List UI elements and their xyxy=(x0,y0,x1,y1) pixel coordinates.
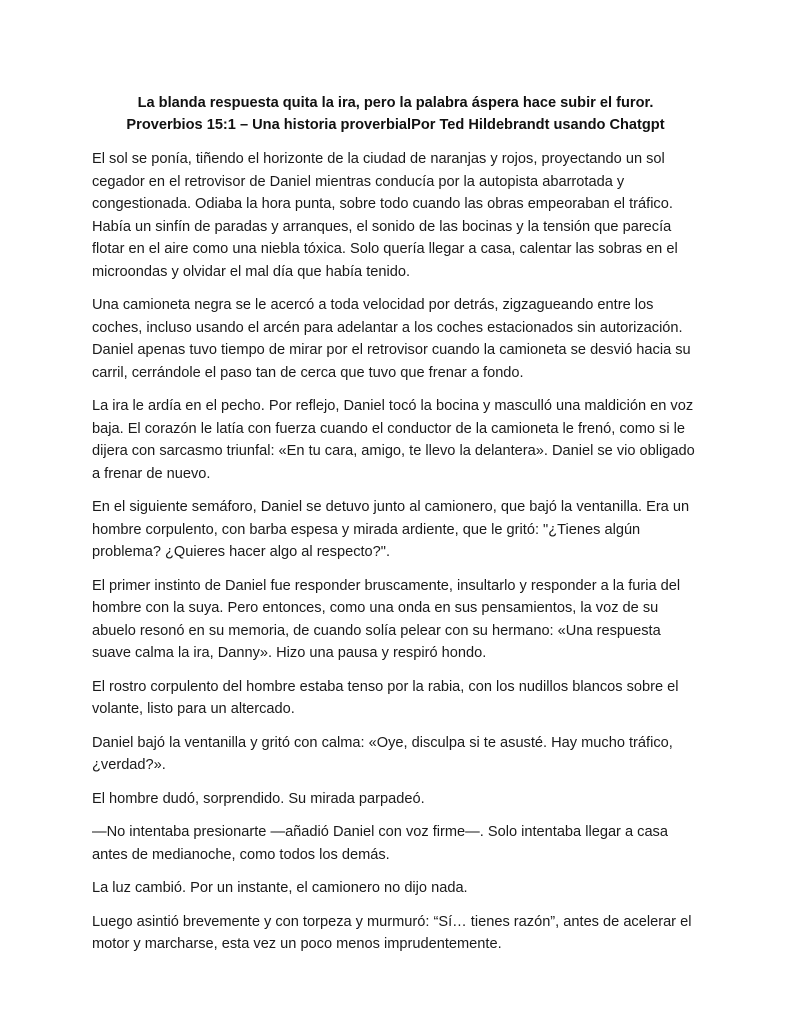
paragraph: Luego asintió brevemente y con torpeza y murmuró: “Sí… tienes razón”, antes de acelerar el motor y marcharse, esta vez un poco menos imprudentemente. xyxy=(92,913,692,952)
paragraph: Una camioneta negra se le acercó a toda velocidad por detrás, zigzagueando entre los coches, incluso usando el arcén para adelantar a los coches estacionados sin autorización. Daniel apenas tuvo tiempo de mirar por el retrovisor cuando la camioneta se desvió hacia su carril, cerrándole el paso tan de cerca que tuvo que frenar a fondo. xyxy=(92,297,691,381)
title-line-1: La blanda respuesta quita la ira, pero la palabra áspera hace subir el furor. xyxy=(137,95,654,111)
paragraph: —No intentaba presionarte —añadió Daniel con voz firme—. Solo intentaba llegar a casa antes de medianoche, como todos los demás. xyxy=(92,824,668,863)
paragraph: El primer instinto de Daniel fue responder bruscamente, insultarlo y responder a la furia del hombre con la suya. Pero entonces, como una onda en sus pensamientos, la voz de su abuelo resonó en su memoria, de cuando solía pelear con su hermano: «Una respuesta suave calma la ira, Danny». Hizo una pausa y respiró hondo. xyxy=(92,577,681,661)
paragraph: La ira le ardía en el pecho. Por reflejo, Daniel tocó la bocina y masculló una maldición en voz baja. El corazón le latía con fuerza cuando el conductor de la camioneta le frenó, como si le dijera con sarcasmo triunfal: «En tu cara, amigo, te llevo la delantera». Daniel se vio obligado a frenar de nuevo. xyxy=(92,398,695,482)
paragraph: El sol se ponía, tiñendo el horizonte de la ciudad de naranjas y rojos, proyectando un sol cegador en el retrovisor de Daniel mientras conducía por la autopista abarrotada y congestionada. Odiaba la hora punta, sobre todo cuando las obras empeoraban el tráfico. Había un sinfín de paradas y arranques, el sonido de las bocinas y la tensión que parecía flotar en el aire como una niebla tóxica. Solo quería llegar a casa, calentar las sobras en el microondas y olvidar el mal día que había tenido. xyxy=(92,151,678,280)
document-body xyxy=(92,148,702,967)
paragraph: El hombre dudó, sorprendido. Su mirada parpadeó. xyxy=(92,790,425,807)
paragraph: La luz cambió. Por un instante, el camionero no dijo nada. xyxy=(92,880,468,896)
document-heading xyxy=(92,92,699,136)
paragraph: El rostro corpulento del hombre estaba tenso por la rabia, con los nudillos blancos sobre el volante, listo para un altercado. xyxy=(92,678,679,717)
paragraph: Daniel bajó la ventanilla y gritó con calma: «Oye, disculpa si te asusté. Hay mucho tráfico, ¿verdad?». xyxy=(92,734,673,773)
paragraph: En el siguiente semáforo, Daniel se detuvo junto al camionero, que bajó la ventanilla. Era un hombre corpulento, con barba espesa y mirada ardiente, que le gritó: "¿Tienes algún problema? ¿Quieres hacer algo al respecto?". xyxy=(92,499,690,560)
title-line-2: Proverbios 15:1 – Una historia proverbialPor Ted Hildebrandt usando Chatgpt xyxy=(126,117,665,133)
